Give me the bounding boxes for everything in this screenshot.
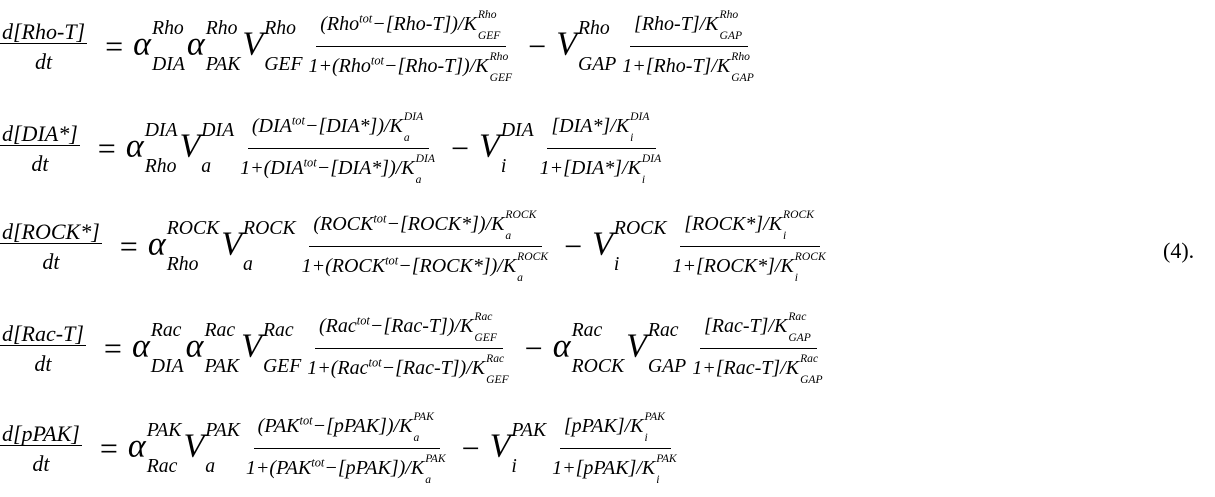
first-coefficient: α PAK Rac V PAK a <box>127 418 240 478</box>
second-coefficient: V Rho GAP <box>556 16 617 76</box>
minus-sign: − <box>564 227 583 264</box>
minus-sign: − <box>528 27 547 64</box>
equals-sign: = <box>119 227 138 264</box>
equation-rac-t <box>0 310 829 387</box>
equation-ppak <box>0 410 683 487</box>
activation-fraction: (Rho$^{tot}$−[Rho-T])/K Rho GEF 1+(Rho$^{tot}$−[Rho-T])/K Rho GEF <box>308 8 513 85</box>
lhs-derivative <box>0 122 80 175</box>
lhs-numerator: d[pPAK] <box>2 420 80 446</box>
first-coefficient: α Rho DIA α Rho PAK V Rho GEF <box>133 16 303 76</box>
equation-number: (4). <box>1163 238 1195 263</box>
inactivation-fraction: [ROCK*]/K ROCK i 1+[ROCK*]/K ROCK i <box>672 208 826 285</box>
second-coefficient: V DIA i <box>479 118 534 178</box>
minus-sign: − <box>524 329 543 366</box>
equals-sign: = <box>99 429 118 466</box>
lhs-derivative <box>0 220 102 273</box>
second-coefficient: V PAK i <box>489 418 547 478</box>
lhs-derivative <box>0 322 86 375</box>
equals-sign: = <box>103 329 122 366</box>
equation-dia <box>0 110 667 187</box>
inactivation-fraction: [DIA*]/K DIA i 1+[DIA*]/K DIA i <box>539 110 662 187</box>
activation-fraction: $(ROCK^{tot}-[ROCK*])/K$ ROCK a $1+(ROCK^{tot}-[ROCK*])/K$ ROCK a <box>301 208 549 285</box>
first-coefficient: α DIA Rho V DIA a <box>125 118 235 178</box>
lhs-derivative <box>0 20 87 73</box>
inactivation-fraction: [Rac-T]/K Rac GAP 1+[Rac-T]/K Rac GAP <box>692 310 823 387</box>
lhs-numerator: d[DIA*] <box>2 120 78 146</box>
inactivation-fraction: [pPAK]/K PAK i 1+[pPAK]/K PAK i <box>552 410 677 487</box>
lhs-numerator: d[Rac-T] <box>2 320 84 346</box>
activation-fraction: $(DIA^{tot}-[DIA*])/K$ DIA a $1+(DIA^{tot}-[DIA*])/K$ DIA a <box>240 110 435 187</box>
lhs-derivative <box>0 422 82 475</box>
lhs-numerator: d[ROCK*] <box>2 218 100 244</box>
first-coefficient: α Rac DIA α Rac PAK V Rac GEF <box>131 318 302 378</box>
lhs-denominator: dt <box>35 48 53 74</box>
activation-fraction: (Rac$^{tot}$−[Rac-T])/K Rac GEF 1+(Rac$^{tot}$−[Rac-T])/K Rac GEF <box>307 310 509 387</box>
equation-rho-t <box>0 8 760 85</box>
lhs-denominator: dt <box>42 248 60 274</box>
lhs-denominator: dt <box>32 450 50 476</box>
equation-rock <box>0 208 832 285</box>
activation-fraction: $(PAK^{tot}-[pPAK])/K$ PAK a $1+(PAK^{tot}-[pPAK])/K$ PAK a <box>245 410 446 487</box>
equals-sign: = <box>97 129 116 166</box>
minus-sign: − <box>450 129 470 166</box>
inactivation-fraction: [Rho-T]/K Rho GAP 1+[Rho-T]/K Rho GAP <box>622 8 754 85</box>
lhs-denominator: dt <box>31 150 49 176</box>
second-coefficient: α Rac ROCK V Rac GAP <box>552 318 687 378</box>
lhs-numerator: d[Rho-T] <box>2 18 86 44</box>
equals-sign: = <box>105 27 124 64</box>
first-coefficient: α ROCK Rho V ROCK a <box>147 216 296 276</box>
second-coefficient: V ROCK i <box>592 216 667 276</box>
minus-sign: − <box>461 429 480 466</box>
lhs-denominator: dt <box>34 350 52 376</box>
